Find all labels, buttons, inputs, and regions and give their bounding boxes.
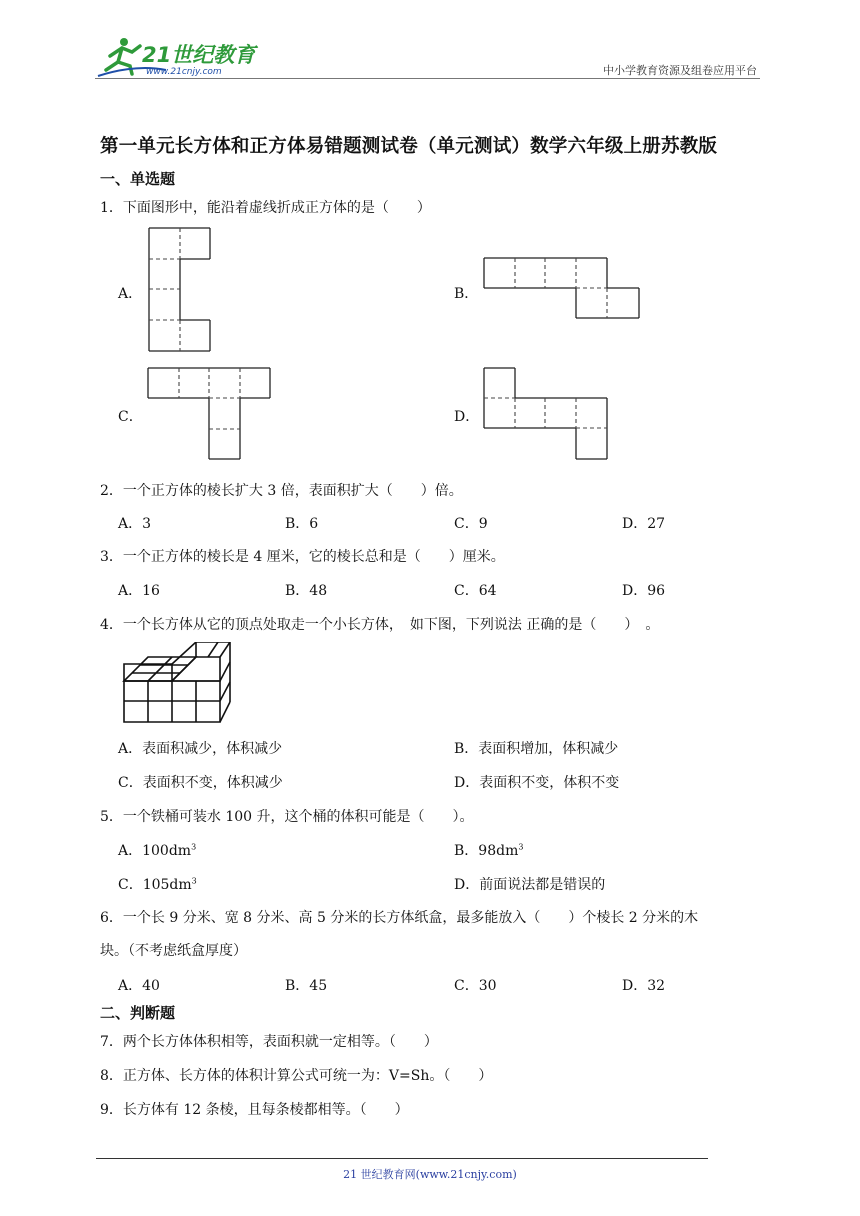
q6-option-d: D．32	[622, 978, 666, 994]
q2-option-a: A．3	[118, 516, 152, 532]
question-7: 7．两个长方体体积相等，表面积就一定相等。（ ）	[100, 1034, 438, 1050]
q2-option-d: D．27	[622, 516, 666, 532]
q5-option-d: D．前面说法都是错误的	[454, 877, 606, 893]
q5-option-b: B．$98dm^3$	[454, 842, 524, 859]
q3-option-c: C．64	[454, 583, 497, 599]
q1-option-d: D．	[454, 409, 480, 425]
question-8: 8．正方体、长方体的体积计算公式可统一为：V=Sh。（ ）	[100, 1068, 493, 1084]
question-9: 9．长方体有 12 条棱，且每条棱都相等。（ ）	[100, 1102, 409, 1118]
section-heading-judge: 二、判断题	[100, 1004, 176, 1022]
q2-option-c: C．9	[454, 516, 488, 532]
q5-option-a: A．$100dm^3$	[118, 842, 197, 859]
q1-option-b: B．	[454, 286, 479, 302]
question-4: 4．一个长方体从它的顶点处取走一个小长方体， 如下图，下列说法 正确的是（ ） 。	[100, 617, 660, 633]
q3-option-b: B．48	[285, 583, 328, 599]
q6-option-c: C．30	[454, 978, 497, 994]
q6-option-a: A．40	[118, 978, 160, 994]
q4-option-d: D．表面积不变，体积不变	[454, 775, 620, 791]
net-c-diagram	[146, 366, 274, 462]
net-a-diagram	[146, 226, 214, 354]
logo-url: www.21cnjy.com	[146, 67, 222, 77]
site-logo	[96, 36, 266, 80]
logo-text: 21世纪教育	[142, 43, 256, 67]
q3-option-a: A．16	[118, 583, 160, 599]
footer-text: 21 世纪教育网(www.21cnjy.com)	[343, 1168, 517, 1181]
q5-option-c: C．$105dm^3$	[118, 876, 197, 893]
question-6-line-2: 块。（不考虑纸盒厚度）	[100, 943, 247, 959]
question-3: 3．一个正方体的棱长是 4 厘米，它的棱长总和是（ ）厘米。	[100, 549, 505, 565]
q2-option-b: B．6	[285, 516, 319, 532]
q4-option-a: A．表面积减少，体积减少	[118, 741, 283, 757]
q6-option-b: B．45	[285, 978, 328, 994]
q4-option-b: B．表面积增加，体积减少	[454, 741, 619, 757]
question-5: 5．一个铁桶可装水 100 升，这个桶的体积可能是（ ）。	[100, 809, 474, 825]
section-heading-single: 一、单选题	[100, 170, 176, 188]
footer-divider	[96, 1158, 708, 1159]
net-b-diagram	[482, 256, 642, 322]
question-1: 1．下面图形中，能沿着虚线折成正方体的是（ ）	[100, 200, 431, 216]
header-divider	[95, 78, 760, 79]
page-title: 第一单元长方体和正方体易错题测试卷（单元测试）数学六年级上册苏教版	[100, 136, 718, 157]
q4-option-c: C．表面积不变，体积减少	[118, 775, 283, 791]
q1-option-a: A．	[118, 286, 143, 302]
question-2: 2．一个正方体的棱长扩大 3 倍，表面积扩大（ ）倍。	[100, 483, 463, 499]
question-6-line-1: 6．一个长 9 分米、宽 8 分米、高 5 分米的长方体纸盒，最多能放入（ ）个棱长 2 分米的木	[100, 910, 699, 926]
q3-option-d: D．96	[622, 583, 666, 599]
q1-option-c: C．	[118, 409, 143, 425]
platform-name: 中小学教育资源及组卷应用平台	[603, 64, 757, 77]
net-d-diagram	[482, 366, 610, 462]
cuboid-diagram	[120, 642, 232, 724]
